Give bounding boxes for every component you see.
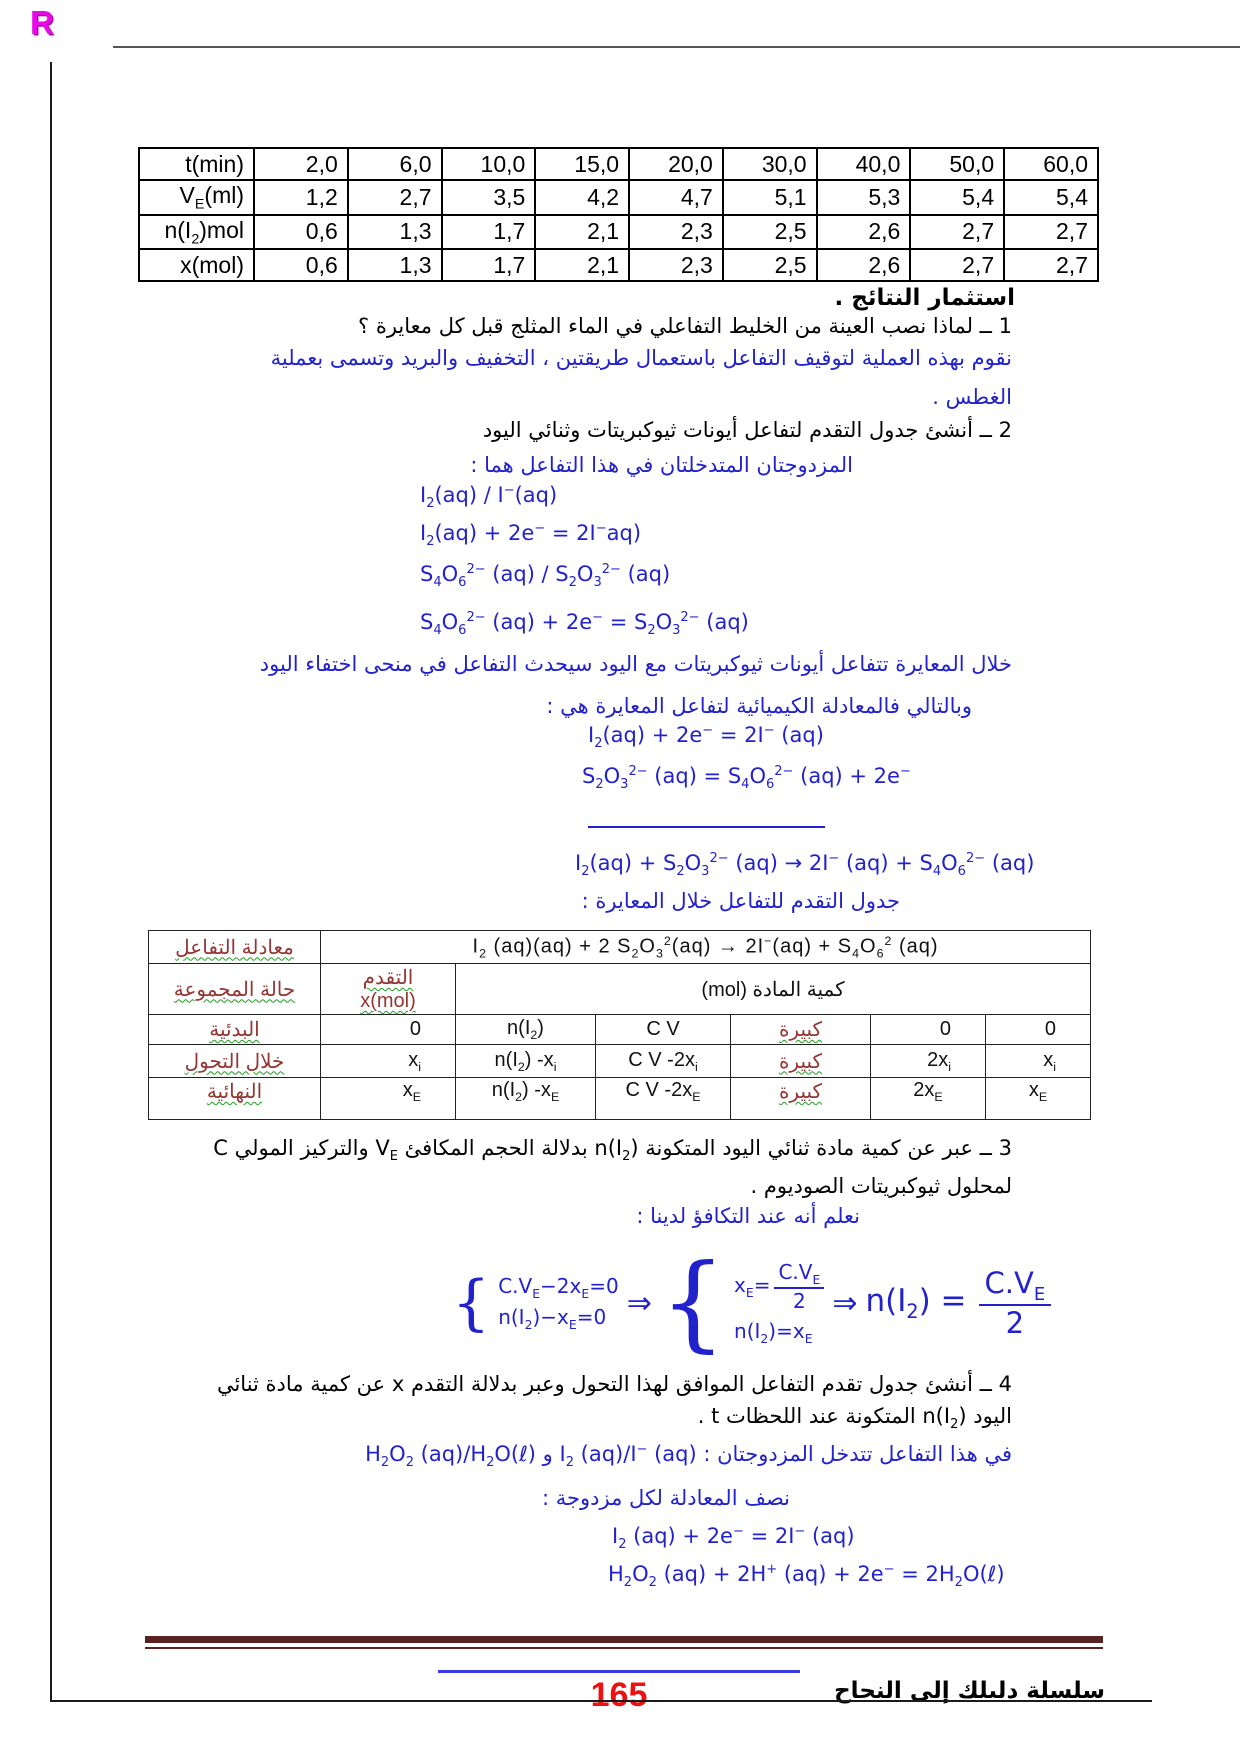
row-label: $n(I_2)mol$: [139, 215, 254, 250]
table-row: خلال التحول $x_i$ $n(I_2)$ $-x_i$ C V $-2x_i$ كبيرة $2x_i$ $x_i$: [149, 1045, 1091, 1078]
question-2: 2 ــ أنشئ جدول التقدم لتفاعل أيونات ثيوكبريتات وثنائي اليود: [482, 418, 1012, 442]
footer-maroon-bar: [145, 1636, 1103, 1649]
table-row: x(mol) 0,6 1,3 1,7 2,1 2,3 2,5 2,6 2,7 2,7: [139, 249, 1098, 281]
implies-arrow: ⇒: [626, 1285, 652, 1321]
sum-divider-line: [588, 826, 825, 828]
progress-table-title: جدول التقدم للتفاعل خلال المعايرة :: [581, 889, 900, 913]
state-header: حالة المجموعة: [149, 964, 321, 1015]
answer-2-intro: المزدوجتان المتدخلتان في هذا التفاعل هما :: [470, 453, 853, 477]
row-label: x(mol): [139, 249, 254, 281]
series-title: سلسلة دليلك إلى النجاح: [834, 1678, 1105, 1704]
peroxide-half-equation: $H_2O_2$ (aq) + 2H+ $(aq) + 2e^- = 2H_2O(\ell)$: [608, 1562, 1005, 1591]
section-heading: استثمار النتائج .: [834, 285, 1015, 311]
half-equation-title: نصف المعادلة لكل مزدوجة :: [542, 1486, 790, 1510]
question-4-line2: اليود $n(I_2)$ المتكونة عند اللحظات t .: [697, 1404, 1012, 1433]
question-1: 1 ــ لماذا نصب العينة من الخليط التفاعلي في الماء المثلج قبل كل معايرة ؟: [358, 314, 1012, 338]
question-4-line1: 4 ــ أنشئ جدول تقدم التفاعل الموافق لهذا التحول وعبر بدلالة التقدم x عن كمية مادة ثنائي: [216, 1372, 1012, 1396]
progress-table: [148, 930, 1091, 1120]
titration-sum-equation: $I_2(aq) + S_2O_3^{2-}$ (aq) → 2I− $(aq) + S_4O_6^{2-}$ (aq): [575, 851, 1035, 880]
footer-blue-line: [438, 1670, 800, 1673]
table-row: $V_E(ml)$ 1,2 2,7 3,5 4,2 4,7 5,1 5,3 5,4 5,4: [139, 180, 1098, 215]
left-margin-rule: [50, 62, 52, 1702]
amount-header: كمية المادة (mol): [456, 964, 1091, 1015]
fraction: $\frac{C.V_E}{2}$: [774, 1260, 824, 1313]
system-1: $C.V_E-2x_E=0$ $n(I_2)-x_E=0$: [498, 1274, 619, 1332]
equivalence-intro: نعلم أنه عند التكافؤ لدينا :: [636, 1204, 860, 1228]
page-number: 165: [590, 1676, 648, 1714]
table-row: النهائية $x_E$ $n(I_2)$ $-x_E$ C V $-2x_E$ كبيرة $2x_E$ $x_E$: [149, 1078, 1091, 1120]
row-label: $V_E(ml)$: [139, 180, 254, 215]
row-label: t(min): [139, 148, 254, 180]
table-row: [149, 964, 1091, 1015]
top-rule: [113, 46, 1240, 48]
system-2: $x_E=$ $\frac{C.V_E}{2}$ $n(I_2)=x_E$: [734, 1260, 824, 1346]
iodine-half-equation: $I_2$ (aq) + 2e− = 2I− (aq): [612, 1524, 855, 1553]
answer-1-line1: نقوم بهذه العملية لتوقيف التفاعل باستعمال طريقتين ، التخفيف والبريد وتسمى بعملية: [270, 346, 1012, 370]
titration-half-equation-1: $I_2(aq) + 2e^- = 2I^-$ (aq): [588, 723, 824, 752]
implies-arrow: ⇒: [832, 1285, 858, 1321]
couple-equation-3: $S_4O_6^{2-}$ $(aq) / S_2O_3^{2-}$ (aq): [420, 562, 671, 591]
table-row: البدئية 0 $n(I_2)$ C V كبيرة 0 0: [149, 1015, 1091, 1045]
explanation-line1: خلال المعايرة تتفاعل أيونات ثيوكبريتات مع اليود سيحدث التفاعل في منحى اختفاء اليود: [259, 652, 1012, 676]
footer-rule: [52, 1700, 1152, 1702]
table-equation: $I_2$ (aq)(aq) + 2 $S_2O_3^2(aq) \to 2I^-(aq) + S_4O_6^2$ (aq): [321, 931, 1091, 964]
result-left-side: $n(I_2)$ =: [865, 1282, 967, 1324]
measurement-table: [138, 147, 1099, 282]
question-3-line1: 3 ــ عبر عن كمية مادة ثنائي اليود المتكونة $n(I_2)$ بدلالة الحجم المكافئ $V_E$ والتركيز المولي C: [213, 1136, 1012, 1165]
table-row: [149, 931, 1091, 964]
couple-equation-2: $I_2(aq) + 2e^- = 2I^-aq$): [420, 521, 642, 550]
table-row: $n(I_2)mol$ 0,6 1,3 1,7 2,1 2,3 2,5 2,6 2,7 2,7: [139, 215, 1098, 250]
progress-header: التقدم x(mol): [321, 964, 456, 1015]
equivalence-derivation: [452, 1241, 1051, 1364]
question-3-line2: لمحلول ثيوكبريتات الصوديوم .: [750, 1174, 1012, 1198]
answer-1-line2: الغطس .: [932, 385, 1012, 409]
explanation-line2: وبالتالي فالمعادلة الكيميائية لتفاعل المعايرة هي :: [546, 694, 972, 718]
left-brace: {: [659, 1241, 727, 1364]
left-brace: {: [452, 1268, 491, 1338]
table-row: t(min) 2,0 6,0 10,0 15,0 20,0 30,0 40,0 50,0 60,0: [139, 148, 1098, 180]
couples-statement: في هذا التفاعل تتدخل المزدوجتان : $I_2$ (aq)/I− (aq) و $H_2O_2$ $(aq)/H_2O(\ell)$: [365, 1442, 1012, 1471]
result-fraction: $\frac{C.V_E}{2}$: [979, 1266, 1052, 1341]
couple-equation-4: $S_4O_6^{2-}$ $(aq) + 2e^- = S_2O_3^{2-}$ (aq): [420, 610, 749, 639]
logo-r: R: [30, 4, 54, 41]
equation-row-label: معادلة التفاعل: [149, 931, 321, 964]
couple-equation-1: $I_2(aq) / I^-(aq)$: [420, 483, 558, 512]
titration-half-equation-2: $S_2O_3^{2-}$ $(aq) = S_4O_6^{2-}$ (aq) + 2e−: [582, 764, 911, 793]
